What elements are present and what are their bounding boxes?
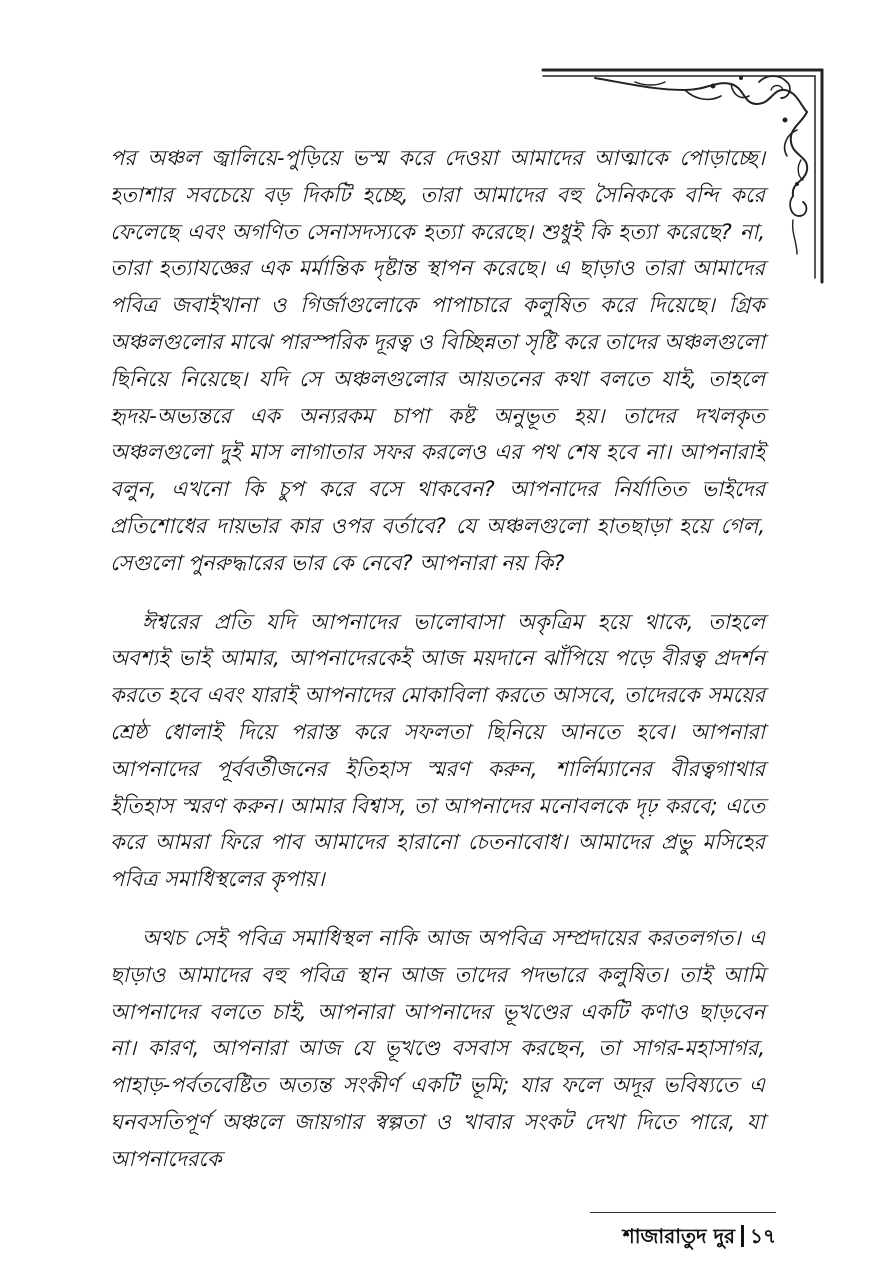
footer-divider [590, 1212, 776, 1213]
footer-label [623, 1222, 776, 1255]
body-text [110, 140, 765, 1178]
footer-separator [741, 1225, 744, 1247]
paragraph-3: অথচ সেই পবিত্র সমাধিস্থল নাকি আজ অপবিত্র সম্প্রদায়ের করতলগত। এ ছাড়াও আমাদের বহু পবিত্র স্থান আজ তাদের পদভারে কলুষিত। তাই আমি আপনাদের বলতে চাই, আপনারা আপনাদের ভূখণ্ডের একটি কণাও ছাড়বেন না। কারণ, আপনারা আজ যে ভূখণ্ডে বসবাস করছেন, তা সাগর-মহাসাগর, পাহাড়-পর্বতবেষ্টিত অত্যন্ত সংকীর্ণ একটি ভূমি; যার ফলে অদূর ভবিষ্যতে এ ঘনবসতিপূর্ণ অঞ্চলে জায়গার স্বল্পতা ও খাবার সংকট দেখা দিতে পারে, যা আপনাদেরকে [110, 925, 765, 1171]
page-footer [590, 1212, 776, 1252]
paragraph-2: ঈশ্বরের প্রতি যদি আপনাদের ভালোবাসা অকৃত্রিম হয়ে থাকে, তাহলে অবশ্যই ভাই আমার, আপনাদেরকেই আজ ময়দানে ঝাঁপিয়ে পড়ে বীরত্ব প্রদর্শন করতে হবে এবং যারাই আপনাদের মোকাবিলা করতে আসবে, তাদেরকে সময়ের শ্রেষ্ঠ ধোলাই দিয়ে পরাস্ত করে সফলতা ছিনিয়ে আনতে হবে। আপনারা আপনাদের পূর্ববর্তীজনের ইতিহাস স্মরণ করুন, শার্লিম্যানের বীরত্বগাথার ইতিহাস স্মরণ করুন। আমার বিশ্বাস, তা আপনাদের মনোবলকে দৃঢ় করবে; এতে করে আমরা ফিরে পাব আমাদের হারানো চেতনাবোধ। আমাদের প্রভু মসিহের পবিত্র সমাধিস্থলের কৃপায়। [110, 609, 765, 892]
book-title: শাজারাতুদ দুর [622, 1224, 736, 1248]
page-number: ১৭ [750, 1224, 776, 1248]
paragraph-1: পর অঞ্চল জ্বালিয়ে-পুড়িয়ে ভস্ম করে দেওয়া আমাদের আত্মাকে পোড়াচ্ছে। হতাশার সবচেয়ে বড় দিকটি হচ্ছে, তারা আমাদের বহু সৈনিককে বন্দি করে ফেলেছে এবং অগণিত সেনাসদস্যকে হত্যা করেছে। শুধুই কি হত্যা করেছে? না, তারা হত্যাযজ্ঞের এক মর্মান্তিক দৃষ্টান্ত স্থাপন করেছে। এ ছাড়াও তারা আমাদের পবিত্র জবাইখানা ও গির্জাগুলোকে পাপাচারে কলুষিত করে দিয়েছে। গ্রিক অঞ্চলগুলোর মাঝে পারস্পরিক দূরত্ব ও বিচ্ছিন্নতা সৃষ্টি করে তাদের অঞ্চলগুলো ছিনিয়ে নিয়েছে। যদি সে অঞ্চলগুলোর আয়তনের কথা বলতে যাই, তাহলে হৃদয়-অভ্যন্তরে এক অন্যরকম চাপা কষ্ট অনুভূত হয়। তাদের দখলকৃত অঞ্চলগুলো দুই মাস লাগাতার সফর করলেও এর পথ শেষ হবে না। আপনারাই বলুন, এখনো কি চুপ করে বসে থাকবেন? আপনাদের নির্যাতিত ভাইদের প্রতিশোধের দায়ভার কার ওপর বর্তাবে? যে অঞ্চলগুলো হাতছাড়া হয়ে গেল, সেগুলো পুনরুদ্ধারের ভার কে নেবে? আপনারা নয় কি? [110, 146, 765, 575]
